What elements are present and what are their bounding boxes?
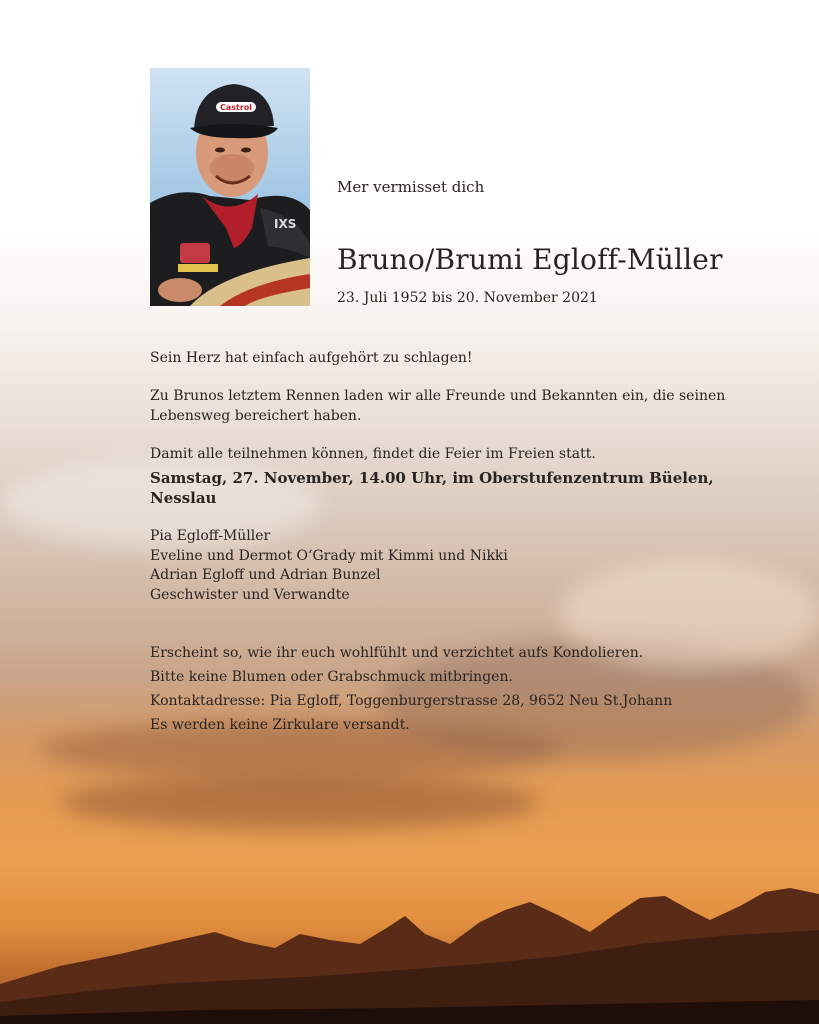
family-member: Geschwister und Verwandte xyxy=(150,586,350,603)
family-member: Adrian Egloff und Adrian Bunzel xyxy=(150,567,381,583)
deceased-name: Bruno/Brumi Egloff-Müller xyxy=(337,243,723,276)
ceremony-note: Damit alle teilnehmen können, findet die Feier im Freien statt. xyxy=(150,446,596,462)
notes-list xyxy=(150,641,730,737)
svg-text:IXS: IXS xyxy=(274,217,297,231)
family-list xyxy=(150,527,730,605)
family-member: Pia Egloff-Müller xyxy=(150,528,271,544)
invitation-paragraph: Zu Brunos letztem Rennen laden wir alle Freunde und Bekannten ein, die seinen Lebensweg bereichert haben. xyxy=(150,388,726,424)
cap-logo-text: Castrol xyxy=(219,103,253,112)
note-line: Bitte keine Blumen oder Grabschmuck mitbringen. xyxy=(150,669,513,685)
portrait-photo xyxy=(150,68,310,306)
family-member: Eveline und Dermot O‘Grady mit Kimmi und Nikki xyxy=(150,547,508,564)
mountain-silhouette xyxy=(0,884,819,1024)
cloud xyxy=(60,775,540,830)
life-dates: 23. Juli 1952 bis 20. November 2021 xyxy=(337,290,598,306)
note-line: Es werden keine Zirkulare versandt. xyxy=(150,717,410,733)
note-line: Erscheint so, wie ihr euch wohlfühlt und verzichtet aufs Kondolieren. xyxy=(150,645,644,661)
note-line: Kontaktadresse: Pia Egloff, Toggenburgerstrasse 28, 9652 Neu St.Johann xyxy=(150,693,673,709)
opening-sentence: Sein Herz hat einfach aufgehört zu schlagen! xyxy=(150,350,473,366)
intro-line: Mer vermisset dich xyxy=(337,178,485,196)
event-details: Samstag, 27. November, 14.00 Uhr, im Oberstufenzentrum Büelen, Nesslau xyxy=(150,469,714,507)
